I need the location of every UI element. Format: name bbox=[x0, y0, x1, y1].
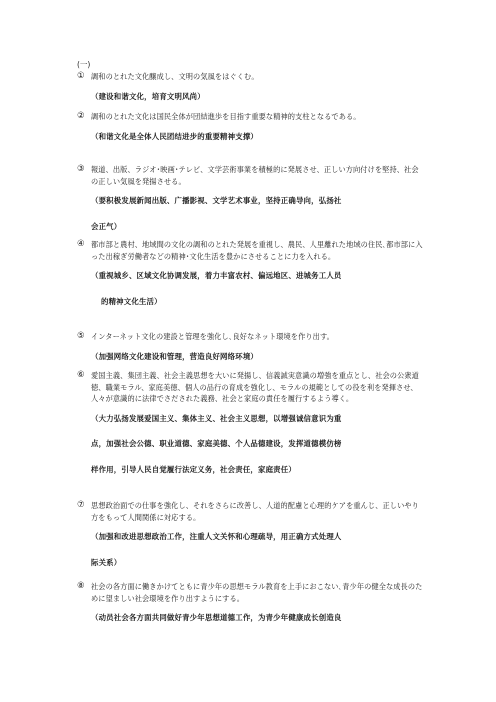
chinese-translation bbox=[91, 413, 425, 476]
chinese-line: （建设和谐文化，培育文明风尚） bbox=[91, 91, 205, 101]
chinese-line: 的精神文化生活） bbox=[101, 296, 162, 306]
chinese-line: （大力弘扬发展爱国主义、集体主义、社会主义思想，以增强诚信意识为重 bbox=[91, 413, 342, 423]
chinese-translation bbox=[91, 195, 425, 232]
japanese-text: 社会の各方面に働きかけてともに青少年の思想モラル教育を上手におこない､青少年の健全な成長のために望ましい社会環境を作り出すようにする。 bbox=[91, 582, 423, 603]
chinese-translation bbox=[91, 91, 425, 103]
item-number: ⑤ bbox=[77, 331, 85, 341]
japanese-text: 調和のとれた文化は国民全体が団結進歩を目指す重要な精神的支柱となるである。 bbox=[91, 112, 361, 121]
japanese-text: 思想政治面での仕事を強化し、それをさらに改善し、人道的配慮と心理的ケアを重んじ、正しいやり方をもって人間関係に対応する。 bbox=[91, 501, 419, 522]
chinese-translation bbox=[91, 131, 425, 143]
chinese-line: （要积极发展新闻出版、广播影视、文学艺术事业，坚持正确导向，弘扬社 bbox=[91, 196, 342, 205]
chinese-translation bbox=[91, 612, 425, 624]
item-number: ⑧ bbox=[77, 581, 85, 591]
list-item bbox=[77, 111, 425, 142]
japanese-text: 報道、出版、ラジオ･映画･テレビ、文学芸術事業を積極的に発展させ、正しい方向付けを堅持、社会の正しい気風を発揚させる。 bbox=[91, 165, 419, 186]
chinese-line: （加强和改进思想政治工作，注重人文关怀和心理疏导，用正确方式处理人 bbox=[91, 532, 342, 541]
list-item bbox=[77, 239, 425, 307]
item-number: ⑥ bbox=[77, 370, 85, 380]
item-number: ③ bbox=[77, 164, 85, 174]
chinese-line: （重视城乡、区域文化协调发展，着力丰富农村、偏远地区、进城务工人员 bbox=[91, 271, 342, 280]
japanese-text: インターネット文化の建設と管理を強化し､良好なネット環境を作り出す。 bbox=[91, 332, 334, 341]
chinese-translation bbox=[91, 270, 425, 307]
item-number: ② bbox=[77, 111, 85, 121]
list-item bbox=[77, 71, 425, 102]
list-item bbox=[77, 331, 425, 362]
item-number: ⑦ bbox=[77, 500, 85, 510]
item-number: ① bbox=[77, 71, 85, 81]
chinese-line: （动员社会各方面共同做好青少年思想道德工作，为青少年健康成长创造良 bbox=[91, 613, 342, 622]
chinese-line: 会正气） bbox=[91, 221, 122, 231]
chinese-line: 点，加强社会公德、职业道德、家庭美德、个人品德建设，发挥道德模仿榜 bbox=[91, 439, 342, 448]
chinese-line: （加强网络文化建设和管理，营造良好网络环境） bbox=[91, 351, 258, 361]
list-item bbox=[77, 500, 425, 568]
japanese-text: 都市部と農村、地域間の文化の調和のとれた発展を重視し、農民、人里離れた地域の住民､都市部に入った出稼ぎ労働者などの精神･文化生活を豊かにさせることに力を入れる。 bbox=[91, 240, 423, 261]
item-number: ④ bbox=[77, 239, 85, 249]
section-label: (一) bbox=[77, 60, 91, 69]
chinese-translation bbox=[91, 351, 425, 363]
chinese-translation bbox=[91, 531, 425, 568]
chinese-line: 样作用，引导人民自觉履行法定义务，社会责任，家庭责任） bbox=[91, 464, 296, 474]
list-item bbox=[77, 370, 425, 475]
list-item bbox=[77, 164, 425, 232]
chinese-line: （和谐文化是全体人民团结进步的重要精神支撑） bbox=[91, 131, 258, 141]
japanese-text: 愛国主義、集団主義、社会主義思想を大いに発揚し、信義誠実意識の増強を重点とし、社会の公衆道徳、職業モラル、家庭美徳、個人の品行の育成を強化し、モラルの規範としての役を利を発揮させ、人々が意識的に法律でさだされた義務、社会と家庭の責任を履行するよう導く。 bbox=[91, 371, 419, 403]
list-item bbox=[77, 581, 425, 624]
chinese-line: 际关系） bbox=[91, 557, 122, 567]
japanese-text: 調和のとれた文化醸成し、文明の気風をはぐくむ。 bbox=[91, 72, 259, 81]
